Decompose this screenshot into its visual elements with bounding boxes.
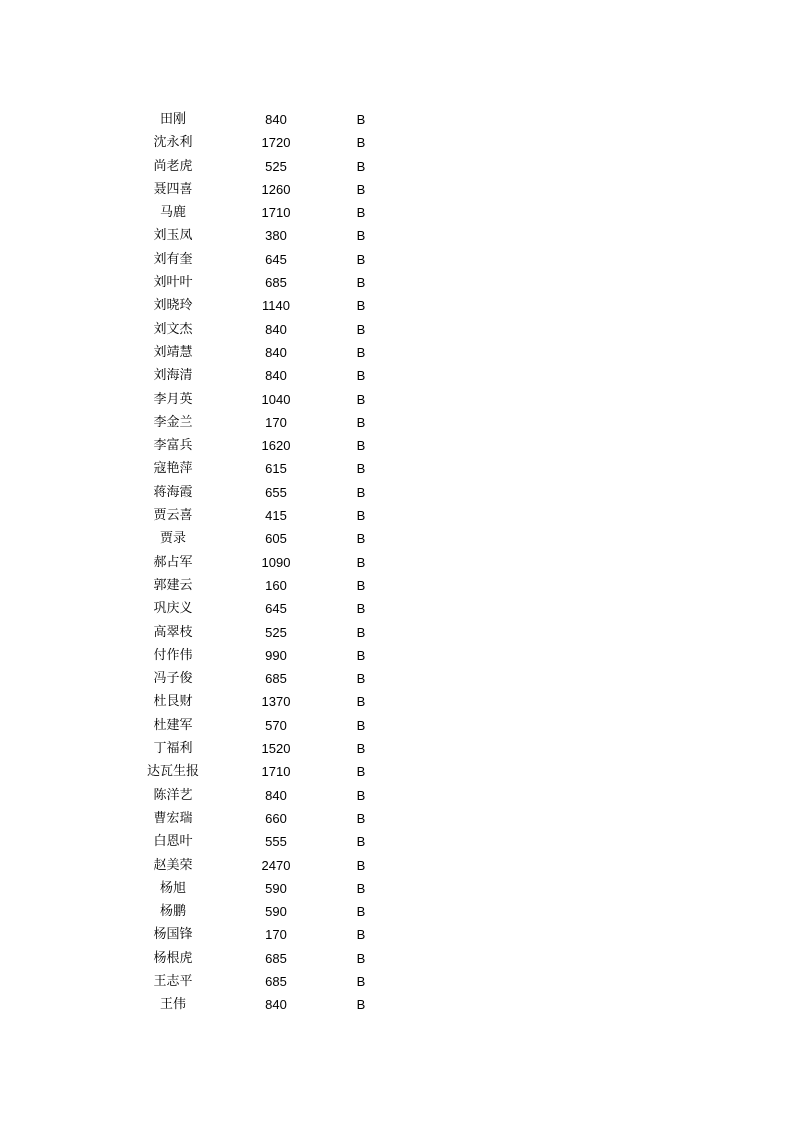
grade-cell: B (356, 508, 366, 524)
grade-cell: B (356, 997, 366, 1013)
table-row (118, 388, 418, 411)
name-cell: 刘有奎 (153, 251, 193, 267)
table-row (118, 574, 418, 597)
grade-cell: B (356, 484, 366, 500)
amount-cell: 590 (265, 904, 287, 920)
table-row (118, 178, 418, 201)
name-cell: 沈永利 (153, 135, 193, 151)
name-cell: 巩庆义 (153, 601, 193, 617)
amount-cell: 840 (265, 321, 287, 337)
name-cell: 田刚 (159, 112, 186, 127)
amount-cell: 525 (265, 624, 287, 640)
amount-cell: 655 (265, 484, 287, 500)
name-cell: 曹宏瑞 (153, 810, 193, 826)
table-row (118, 900, 418, 923)
name-cell: 高翠枝 (153, 624, 193, 640)
grade-cell: B (356, 577, 366, 593)
amount-cell: 660 (265, 810, 287, 826)
name-cell: 郭建云 (153, 577, 193, 593)
table-row (118, 108, 418, 131)
table-row (118, 341, 418, 364)
amount-cell: 1620 (261, 438, 291, 454)
grade-cell: B (356, 694, 366, 710)
grade-cell: B (356, 880, 366, 896)
grade-cell: B (356, 344, 366, 360)
grade-cell: B (356, 181, 366, 197)
grade-cell: B (356, 554, 366, 570)
name-cell: 王志平 (153, 973, 193, 989)
amount-cell: 1720 (261, 135, 291, 151)
name-cell: 杜建军 (153, 717, 193, 733)
grade-cell: B (356, 764, 366, 780)
grade-cell: B (356, 275, 366, 291)
name-cell: 李金兰 (153, 414, 193, 430)
amount-cell: 685 (265, 973, 287, 989)
name-cell: 王伟 (159, 997, 186, 1013)
amount-cell: 840 (265, 344, 287, 360)
name-cell: 达瓦生报 (146, 764, 199, 780)
table-row (118, 923, 418, 946)
amount-cell: 160 (265, 577, 287, 593)
amount-cell: 1260 (261, 181, 291, 197)
grade-cell: B (356, 135, 366, 151)
name-cell: 杜艮财 (153, 694, 193, 710)
amount-cell: 2470 (261, 857, 291, 873)
amount-cell: 1090 (261, 554, 291, 570)
name-cell: 刘靖慧 (153, 344, 193, 360)
name-cell: 杨鹏 (159, 904, 186, 920)
table-row (118, 271, 418, 294)
amount-cell: 990 (265, 647, 287, 663)
name-cell: 刘叶叶 (153, 275, 193, 291)
data-table (118, 108, 418, 1017)
grade-cell: B (356, 205, 366, 221)
amount-cell: 525 (265, 158, 287, 174)
amount-cell: 1040 (261, 391, 291, 407)
amount-cell: 840 (265, 787, 287, 803)
table-row (118, 411, 418, 434)
grade-cell: B (356, 834, 366, 850)
amount-cell: 170 (265, 927, 287, 943)
amount-cell: 685 (265, 275, 287, 291)
name-cell: 付作伟 (153, 647, 193, 663)
name-cell: 杨旭 (159, 880, 186, 896)
table-row (118, 784, 418, 807)
name-cell: 白恩叶 (153, 834, 193, 850)
table-row (118, 201, 418, 224)
grade-cell: B (356, 321, 366, 337)
name-cell: 李月英 (153, 391, 193, 407)
table-row (118, 667, 418, 690)
name-cell: 马鹿 (159, 205, 186, 221)
grade-cell: B (356, 438, 366, 454)
grade-cell: B (356, 601, 366, 617)
grade-cell: B (356, 787, 366, 803)
table-row (118, 318, 418, 341)
grade-cell: B (356, 531, 366, 547)
table-row (118, 224, 418, 247)
name-cell: 赵美荣 (153, 857, 193, 873)
amount-cell: 615 (265, 461, 287, 477)
name-cell: 尚老虎 (153, 158, 193, 174)
table-row (118, 155, 418, 178)
grade-cell: B (356, 857, 366, 873)
table-row (118, 947, 418, 970)
grade-cell: B (356, 251, 366, 267)
name-cell: 寇艳萍 (153, 461, 193, 477)
amount-cell: 645 (265, 251, 287, 267)
table-row (118, 597, 418, 620)
name-cell: 刘海清 (153, 368, 193, 384)
table-row (118, 807, 418, 830)
table-row (118, 434, 418, 457)
name-cell: 刘晓玲 (153, 298, 193, 314)
grade-cell: B (356, 414, 366, 430)
grade-cell: B (356, 717, 366, 733)
name-cell: 杨根虎 (153, 950, 193, 966)
name-cell: 郝占军 (153, 554, 193, 570)
table-row (118, 551, 418, 574)
name-cell: 刘玉凤 (153, 228, 193, 244)
grade-cell: B (356, 950, 366, 966)
table-row (118, 854, 418, 877)
table-row (118, 621, 418, 644)
amount-cell: 685 (265, 950, 287, 966)
amount-cell: 645 (265, 601, 287, 617)
amount-cell: 840 (265, 112, 287, 127)
grade-cell: B (356, 228, 366, 244)
table-row (118, 737, 418, 760)
table-row (118, 760, 418, 783)
table-row (118, 364, 418, 387)
amount-cell: 685 (265, 671, 287, 687)
table-row (118, 481, 418, 504)
amount-cell: 590 (265, 880, 287, 896)
table-row (118, 830, 418, 853)
table-row (118, 294, 418, 317)
amount-cell: 1710 (261, 764, 291, 780)
amount-cell: 1520 (261, 741, 291, 757)
grade-cell: B (356, 112, 366, 127)
grade-cell: B (356, 810, 366, 826)
table-row (118, 504, 418, 527)
table-row (118, 690, 418, 713)
grade-cell: B (356, 904, 366, 920)
amount-cell: 1140 (262, 298, 290, 314)
amount-cell: 380 (265, 228, 287, 244)
amount-cell: 840 (265, 368, 287, 384)
name-cell: 刘文杰 (153, 321, 193, 337)
name-cell: 聂四喜 (153, 181, 193, 197)
grade-cell: B (356, 647, 366, 663)
grade-cell: B (356, 741, 366, 757)
grade-cell: B (356, 624, 366, 640)
table-row (118, 131, 418, 154)
grade-cell: B (356, 671, 366, 687)
name-cell: 杨国锋 (153, 927, 193, 943)
table-row (118, 527, 418, 550)
grade-cell: B (356, 973, 366, 989)
amount-cell: 415 (265, 508, 287, 524)
table-row (118, 877, 418, 900)
table-row (118, 993, 418, 1016)
name-cell: 丁福利 (153, 741, 193, 757)
table-row (118, 970, 418, 993)
grade-cell: B (356, 927, 366, 943)
name-cell: 贾云喜 (153, 508, 193, 524)
name-cell: 蒋海霞 (153, 484, 193, 500)
grade-cell: B (356, 158, 366, 174)
amount-cell: 1370 (261, 694, 291, 710)
grade-cell: B (356, 368, 366, 384)
grade-cell: B (356, 391, 366, 407)
table-row (118, 644, 418, 667)
table-row (118, 248, 418, 271)
amount-cell: 1710 (261, 205, 291, 221)
amount-cell: 840 (265, 997, 287, 1013)
amount-cell: 555 (265, 834, 287, 850)
amount-cell: 170 (265, 414, 287, 430)
grade-cell: B (356, 461, 366, 477)
amount-cell: 570 (265, 717, 287, 733)
name-cell: 贾录 (159, 531, 186, 547)
name-cell: 冯子俊 (153, 671, 193, 687)
table-row (118, 714, 418, 737)
name-cell: 李富兵 (153, 438, 193, 454)
name-cell: 陈洋艺 (153, 787, 193, 803)
table-row (118, 457, 418, 480)
amount-cell: 605 (265, 531, 287, 547)
grade-cell: B (356, 298, 366, 314)
